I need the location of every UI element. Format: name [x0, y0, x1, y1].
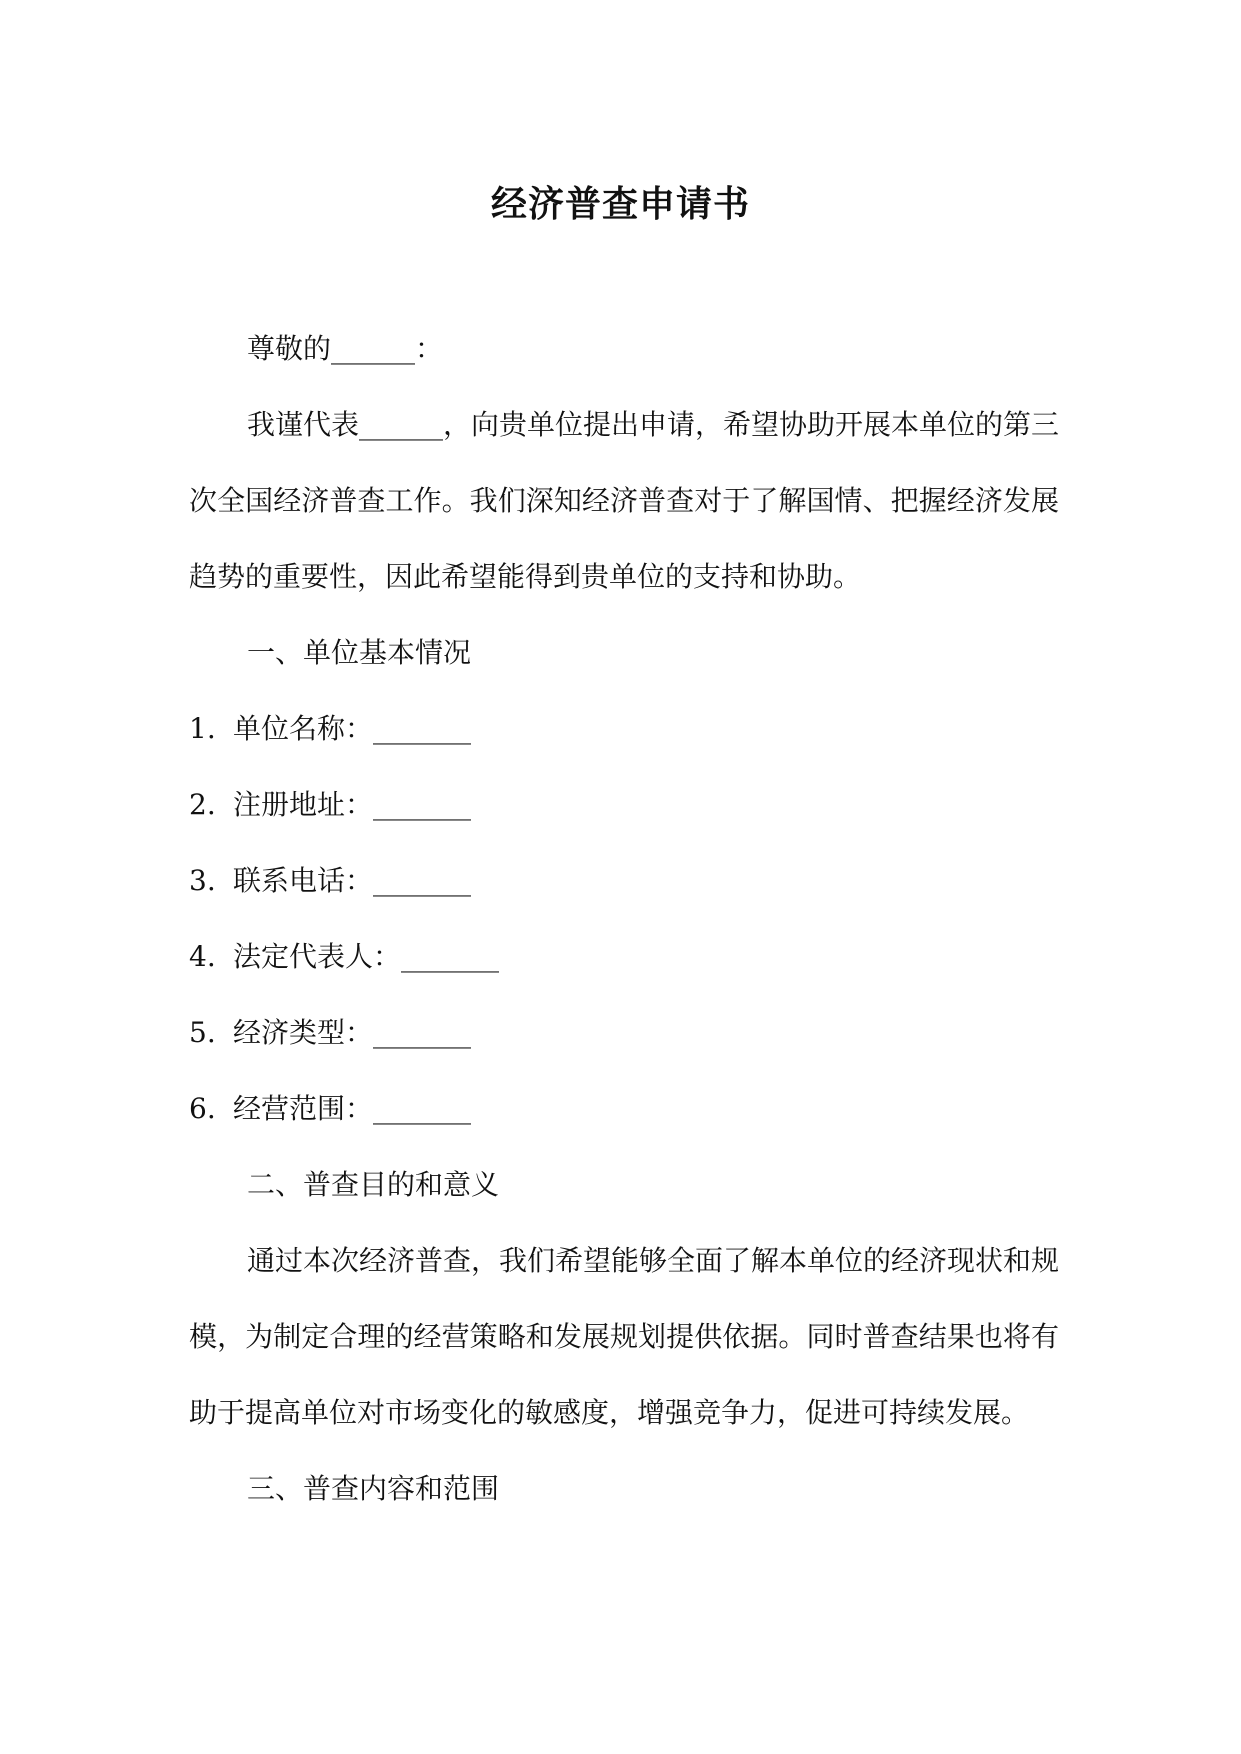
- list-item-number: 4.: [189, 940, 216, 973]
- list-item-text: 法定代表人：_______: [233, 940, 500, 973]
- list-item: [189, 995, 1059, 1071]
- list-item-text: 联系电话：_______: [233, 864, 472, 897]
- list-item: [189, 767, 1059, 843]
- section-heading-2: 二、普查目的和意义: [247, 1168, 500, 1201]
- list-item: [189, 1071, 1059, 1147]
- list-item-number: 3.: [189, 864, 216, 897]
- intro-paragraph: 我谨代表______，向贵单位提出申请，希望协助开展本单位的第三次全国经济普查工作。我们深知经济普查对于了解国情、把握经济发展趋势的重要性，因此希望能得到贵单位的支持和协助。: [189, 408, 1060, 593]
- list-item-number: 5.: [189, 1016, 216, 1049]
- list-item-text: 经济类型：_______: [233, 1016, 472, 1049]
- document-body: [189, 311, 1059, 1527]
- section-2-paragraph: 通过本次经济普查，我们希望能够全面了解本单位的经济现状和规模，为制定合理的经营策略和发展规划提供依据。同时普查结果也将有助于提高单位对市场变化的敏感度，增强竞争力，促进可持续发展。: [189, 1244, 1060, 1429]
- list-item-text: 注册地址：_______: [233, 788, 472, 821]
- list-item-number: 2.: [189, 788, 216, 821]
- list-item-number: 6.: [189, 1092, 216, 1125]
- section-heading-3: 三、普查内容和范围: [247, 1472, 500, 1505]
- list-item-text: 单位名称：_______: [233, 712, 472, 745]
- list-item-number: 1.: [189, 712, 216, 745]
- document-title: 经济普查申请书: [490, 183, 750, 225]
- list-item: [189, 691, 1059, 767]
- list-item: [189, 919, 1059, 995]
- section-heading-1: 一、单位基本情况: [247, 636, 472, 669]
- salutation: 尊敬的______：: [247, 332, 444, 365]
- list-item-text: 经营范围：_______: [233, 1092, 472, 1125]
- list-item: [189, 843, 1059, 919]
